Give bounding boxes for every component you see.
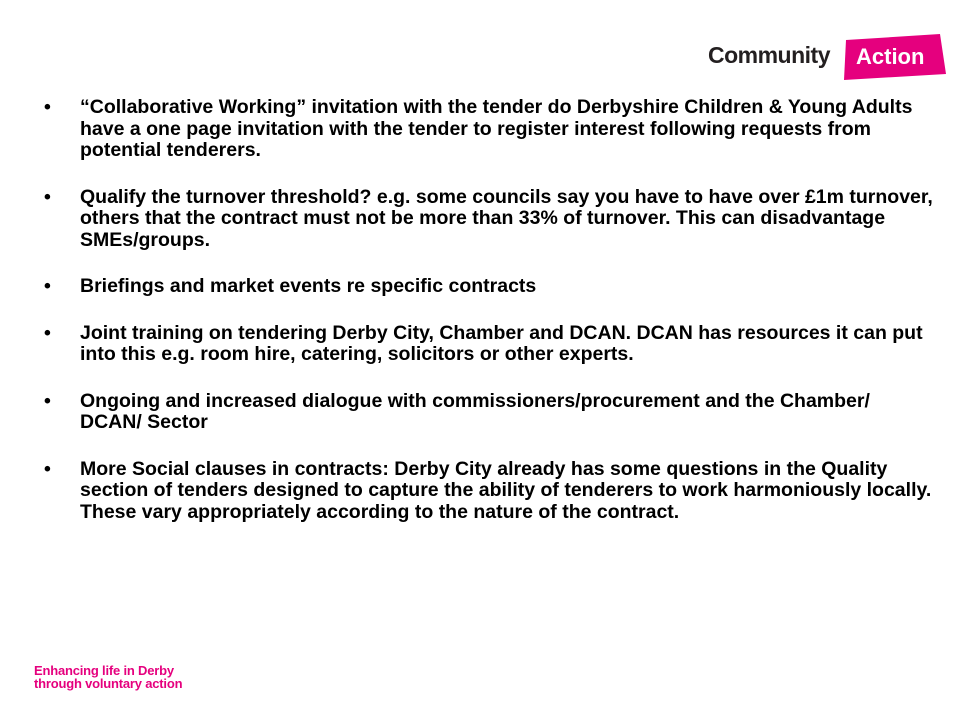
tagline-line-2: through voluntary action: [34, 676, 183, 691]
logo-action-badge: [842, 34, 946, 80]
bullet-text: Briefings and market events re specific contracts: [80, 275, 537, 297]
bullet-marker: •: [44, 321, 51, 344]
tagline-line-1: Enhancing life in Derby: [34, 663, 174, 678]
bullet-marker: •: [44, 275, 51, 297]
bullet-item: [44, 97, 934, 162]
bullet-item: [44, 323, 934, 366]
logo-action-text: Action: [856, 44, 925, 69]
bullet-marker: •: [44, 389, 51, 412]
footer-tagline: [34, 664, 182, 690]
community-action-logo: [708, 30, 944, 82]
bullet-list: [44, 97, 934, 548]
bullet-text: Joint training on tendering Derby City, Chamber and DCAN. DCAN has resources it can put into this e.g. room hire, catering, solicitors or other experts.: [80, 321, 923, 365]
logo-community-text: Community: [708, 42, 830, 68]
bullet-text: Qualify the turnover threshold? e.g. some councils say you have to have over £1m turnover, others that the contract must not be more than 33% of turnover. This can disadvantage SMEs/groups.: [80, 185, 933, 251]
bullet-item: [44, 391, 934, 434]
bullet-text: Ongoing and increased dialogue with commissioners/procurement and the Chamber/ DCAN/ Sector: [80, 389, 870, 433]
bullet-text: “Collaborative Working” invitation with the tender do Derbyshire Children & Young Adults have a one page invitation with the tender to register interest following requests from potential tenderers.: [80, 96, 913, 161]
bullet-marker: •: [44, 457, 51, 480]
bullet-item: [44, 276, 934, 298]
bullet-item: [44, 459, 934, 524]
bullet-text: More Social clauses in contracts: Derby City already has some questions in the Quality section of tenders designed to capture the ability of tenderers to work harmoniously locally. These vary appropriately according to the nature of the contract.: [80, 457, 932, 523]
bullet-item: [44, 187, 934, 252]
bullet-marker: •: [44, 96, 51, 118]
bullet-marker: •: [44, 185, 51, 208]
